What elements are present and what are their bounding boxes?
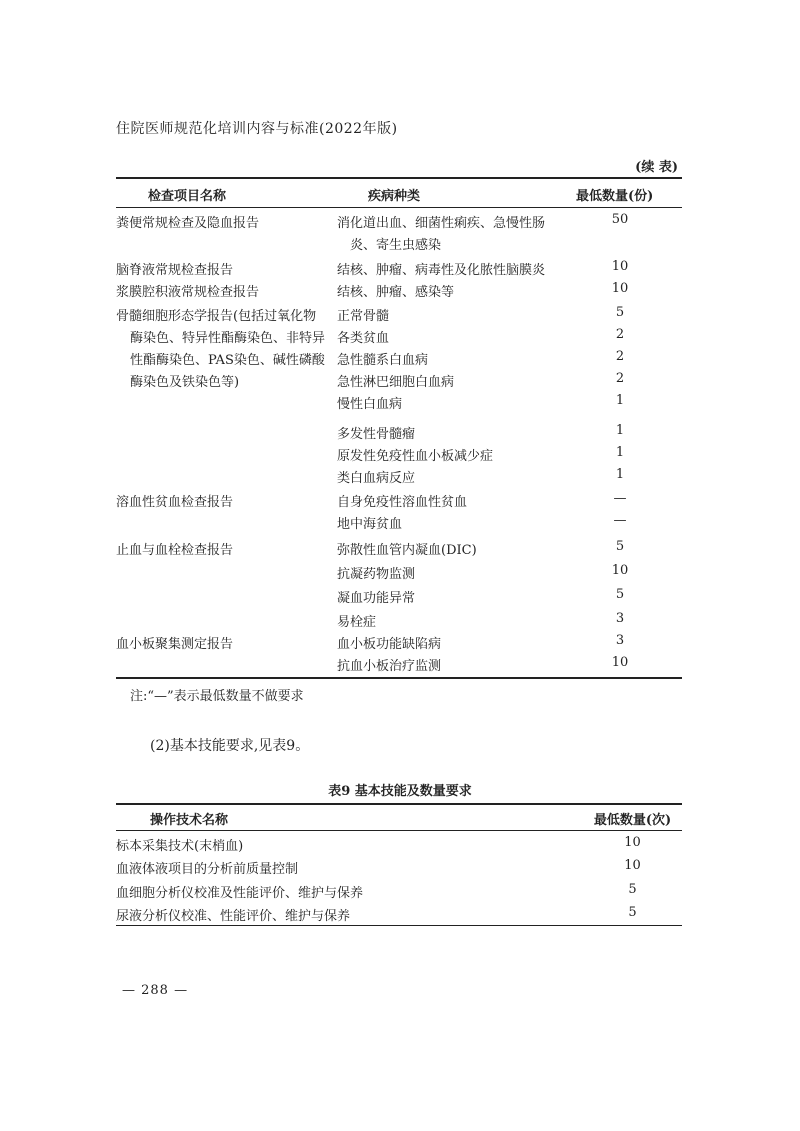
table-bottom-rule [116,677,682,679]
table-9-bottom-rule [116,925,682,926]
running-header: 住院医师规范化培训内容与标准(2022年版) [116,121,398,137]
table-cell-item: 浆膜腔积液常规检查报告 [116,285,260,300]
table-cell-count: — [613,513,627,528]
table-top-rule [116,177,682,179]
table-cell-item: 粪便常规检查及隐血报告 [116,216,260,231]
table-cell-count: 10 [611,655,629,670]
table-cell-disease: 急性髓系白血病 [337,353,429,368]
table-cell-count: 10 [611,563,629,578]
table-cell-item: 酶染色、特异性酯酶染色、非特异 [130,331,326,346]
table-cell-item: 脑脊液常规检查报告 [116,263,234,278]
table-cell-count: 1 [615,467,625,482]
table-cell-disease: 各类贫血 [337,331,390,346]
table-cell-disease: 原发性免疫性血小板减少症 [337,449,494,464]
table-cell-count: 1 [615,423,625,438]
table-cell-disease: 类白血病反应 [337,471,416,486]
table-cell-count: 2 [615,327,625,342]
table-cell-disease: 抗血小板治疗监测 [337,659,442,674]
column-header-item: 检查项目名称 [148,189,227,204]
column-header-count: 最低数量(份) [576,189,654,204]
table-cell-count: 2 [615,349,625,364]
column-header-min-count: 最低数量(次) [593,813,672,828]
table-9-cell-count: 10 [624,858,641,873]
table-cell-disease: 地中海贫血 [337,517,403,532]
table-cell-disease: 结核、肿瘤、病毒性及化脓性脑膜炎 [337,263,546,278]
table-cell-count: 3 [615,611,625,626]
table-cell-item: 止血与血栓检查报告 [116,543,234,558]
table-cell-disease: 慢性白血病 [337,397,403,412]
table-cell-count: 1 [615,393,625,408]
table-cell-count: 5 [615,539,625,554]
table-header-rule [116,207,682,208]
table-cell-disease: 易栓症 [337,615,377,630]
continued-label: (续 表) [635,160,678,175]
table-cell-item: 酶染色及铁染色等) [130,375,240,390]
column-header-operation: 操作技术名称 [150,813,229,828]
table-cell-disease: 炎、寄生虫感染 [350,238,442,253]
table-cell-count: 5 [615,305,625,320]
table-cell-disease: 多发性骨髓瘤 [337,427,416,442]
table-9-top-rule [116,803,682,805]
table-cell-count: — [613,491,627,506]
table-cell-count: 1 [615,445,625,460]
table-9-cell-count: 10 [624,835,641,850]
table-cell-count: 2 [615,371,625,386]
table-9-cell-operation: 血液体液项目的分析前质量控制 [116,862,299,877]
table-cell-disease: 消化道出血、细菌性痢疾、急慢性肠 [337,216,546,231]
table-9-cell-count: 5 [628,882,637,897]
column-header-disease: 疾病种类 [368,189,421,204]
table-cell-disease: 正常骨髓 [337,309,390,324]
table-cell-disease: 急性淋巴细胞白血病 [337,375,455,390]
table-9-header-row [0,809,800,831]
table-cell-disease: 弥散性血管内凝血(DIC) [337,543,477,558]
table-9-header-rule [116,830,682,831]
table-cell-count: 10 [611,259,629,274]
table-cell-disease: 自身免疫性溶血性贫血 [337,495,468,510]
table-header-row [0,185,800,207]
table-cell-item: 骨髓细胞形态学报告(包括过氧化物 [116,309,317,324]
table-cell-disease: 凝血功能异常 [337,591,416,606]
table-cell-item: 性酯酶染色、PAS染色、碱性磷酸 [130,353,325,368]
table-cell-count: 10 [611,281,629,296]
table-9-cell-count: 5 [628,905,637,920]
body-paragraph: (2)基本技能要求,见表9。 [150,738,310,754]
table-note: 注:“—”表示最低数量不做要求 [130,689,304,704]
table-cell-disease: 结核、肿瘤、感染等 [337,285,455,300]
table-cell-count: 3 [615,633,625,648]
table-cell-disease: 血小板功能缺陷病 [337,637,442,652]
table-cell-count: 5 [615,587,625,602]
table-cell-count: 50 [611,212,629,227]
table-cell-disease: 抗凝药物监测 [337,567,416,582]
table-cell-item: 溶血性贫血检查报告 [116,495,234,510]
page-number: — 288 — [122,983,189,998]
table-9-cell-operation: 标本采集技术(末梢血) [116,839,244,854]
table-9-caption: 表9 基本技能及数量要求 [328,784,472,799]
table-9-cell-operation: 尿液分析仪校准、性能评价、维护与保养 [116,909,351,924]
table-cell-item: 血小板聚集测定报告 [116,637,234,652]
table-9-cell-operation: 血细胞分析仪校准及性能评价、维护与保养 [116,886,364,901]
